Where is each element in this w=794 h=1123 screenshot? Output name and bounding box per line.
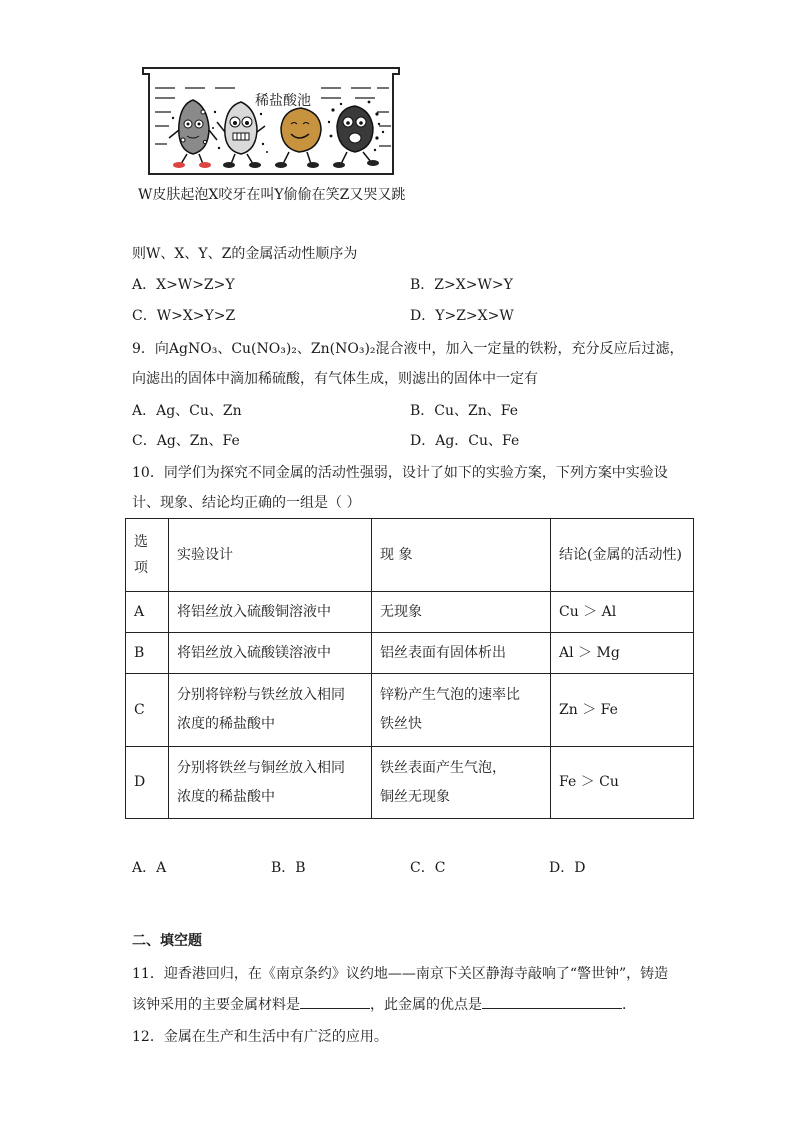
q9-option-c: C．Ag、Zn、Fe <box>132 433 240 449</box>
q10-stem-line1: 10．同学们为探究不同金属的活动性强弱，设计了如下的实验方案，下列方案中实验设 <box>132 465 668 481</box>
q12-stem: 12．金属在生产和生活中有广泛的应用。 <box>132 1029 388 1045</box>
table-row <box>126 674 694 747</box>
cell-phenomenon: 铝丝表面有固体析出 <box>372 633 551 674</box>
q10-option-c: C．C <box>410 860 446 876</box>
cell-conclusion: Cu ＞ Al <box>551 592 694 633</box>
experiment-table <box>125 518 694 819</box>
answer-blank-2[interactable] <box>482 994 622 1009</box>
header-option: 选项 <box>126 519 169 592</box>
cell-option: B <box>126 633 169 674</box>
metal-z-character <box>328 101 384 168</box>
table-row <box>126 592 694 633</box>
q8-option-a: A．X>W>Z>Y <box>132 277 235 293</box>
q11-line2: 该钟采用的主要金属材料是 ，此金属的优点是 ． <box>132 994 636 1014</box>
cell-phenomenon: 铁丝表面产生气泡， 铜丝无现象 <box>372 747 551 819</box>
q9-option-d: D．Ag．Cu、Fe <box>410 433 520 449</box>
cell-conclusion: Zn ＞ Fe <box>551 674 694 747</box>
cell-phenomenon: 无现象 <box>372 592 551 633</box>
cell-design: 将铝丝放入硫酸铜溶液中 <box>169 592 372 633</box>
cell-design: 将铝丝放入硫酸镁溶液中 <box>169 633 372 674</box>
metal-w-character <box>169 100 217 168</box>
beaker-illustration <box>141 66 401 178</box>
cell-option: C <box>126 674 169 747</box>
q10-option-a: A．A <box>132 860 167 876</box>
q10-option-b: B．B <box>271 860 306 876</box>
table-header-row <box>126 519 694 592</box>
answer-blank-1[interactable] <box>300 994 370 1009</box>
q10-option-d: D．D <box>549 860 586 876</box>
table-row <box>126 633 694 674</box>
beaker-label: 稀盐酸池 <box>255 93 311 109</box>
q9-option-a: A．Ag、Cu、Zn <box>132 403 242 419</box>
metal-x-character <box>217 102 265 168</box>
q8-option-b: B．Z>X>W>Y <box>410 277 513 293</box>
figure-caption: W皮肤起泡X咬牙在叫Y偷偷在笑Z又哭又跳 <box>138 187 406 203</box>
q11-line1: 11．迎香港回归，在《南京条约》议约地——南京下关区静海寺敲响了“警世钟”，铸造 <box>132 966 669 982</box>
q9-stem-line2: 向滤出的固体中滴加稀硫酸，有气体生成，则滤出的固体中一定有 <box>132 371 538 387</box>
q9-stem-line1: 9．向AgNO₃、Cu(NO₃)₂、Zn(NO₃)₂混合液中，加入一定量的铁粉，充分反应后过滤， <box>132 341 684 357</box>
header-phenomenon: 现 象 <box>372 519 551 592</box>
header-design: 实验设计 <box>169 519 372 592</box>
table-row <box>126 747 694 819</box>
cell-phenomenon: 锌粉产生气泡的速率比 铁丝快 <box>372 674 551 747</box>
q8-option-c: C．W>X>Y>Z <box>132 308 236 324</box>
section-title: 二、填空题 <box>132 933 202 949</box>
cell-conclusion: Al ＞ Mg <box>551 633 694 674</box>
q9-option-b: B．Cu、Zn、Fe <box>410 403 518 419</box>
q10-stem-line2: 计、现象、结论均正确的一组是（ ） <box>132 495 361 511</box>
cell-design: 分别将锌粉与铁丝放入相同 浓度的稀盐酸中 <box>169 674 372 747</box>
header-conclusion: 结论(金属的活动性) <box>551 519 694 592</box>
cell-conclusion: Fe ＞ Cu <box>551 747 694 819</box>
cell-option: A <box>126 592 169 633</box>
q8-stem: 则W、X、Y、Z的金属活动性顺序为 <box>132 246 358 262</box>
cell-option: D <box>126 747 169 819</box>
cell-design: 分别将铁丝与铜丝放入相同 浓度的稀盐酸中 <box>169 747 372 819</box>
metal-y-character <box>275 108 321 168</box>
q8-option-d: D．Y>Z>X>W <box>410 308 514 324</box>
